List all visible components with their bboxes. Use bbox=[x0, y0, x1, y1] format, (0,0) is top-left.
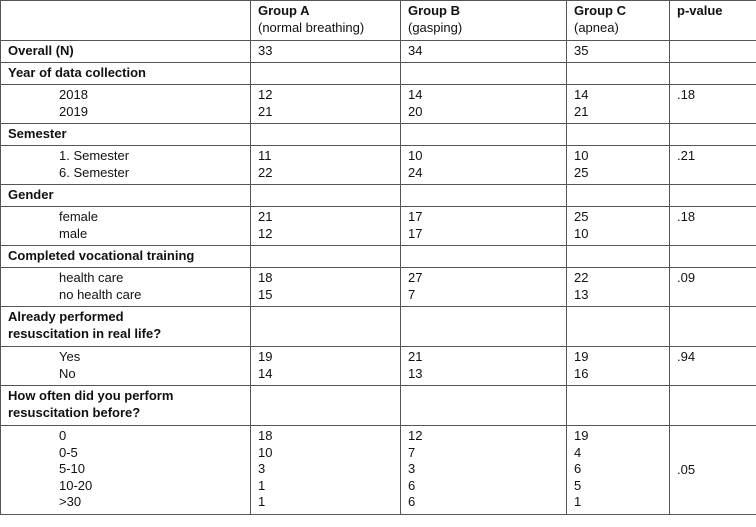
value-group-b-cell bbox=[401, 85, 567, 124]
header-group-a bbox=[251, 1, 401, 41]
row-label: 5-10 bbox=[59, 461, 86, 476]
overall-row bbox=[1, 41, 756, 63]
section-data-row bbox=[1, 268, 756, 307]
empty-cell bbox=[251, 307, 401, 347]
section-label bbox=[1, 246, 251, 268]
row-label: No bbox=[59, 365, 76, 381]
row-label: 1. Semester bbox=[59, 148, 130, 163]
empty-cell bbox=[251, 386, 401, 426]
value-group-b: 14 bbox=[408, 87, 423, 102]
empty-cell bbox=[567, 185, 670, 207]
section-data-row bbox=[1, 85, 756, 124]
section-data-row bbox=[1, 146, 756, 185]
value-group-c: 14 bbox=[574, 87, 589, 102]
section-header-row bbox=[1, 246, 756, 268]
value-group-b: 20 bbox=[408, 103, 423, 119]
value-group-b-cell bbox=[401, 268, 567, 307]
value-group-b-cell bbox=[401, 207, 567, 246]
value-group-c: 21 bbox=[574, 103, 589, 119]
header-row bbox=[1, 1, 756, 41]
value-group-b: 6 bbox=[408, 494, 416, 509]
section-data-row bbox=[1, 426, 756, 515]
p-value-cell bbox=[670, 85, 756, 124]
table-body bbox=[1, 1, 756, 515]
empty-cell bbox=[670, 63, 756, 85]
empty-cell bbox=[567, 124, 670, 146]
value-group-c-cell bbox=[567, 146, 670, 185]
value-group-c-cell bbox=[567, 426, 670, 515]
value-group-a: 11 bbox=[258, 148, 272, 163]
value-group-a: 3 bbox=[258, 461, 266, 476]
value-group-c: 19 bbox=[574, 428, 589, 443]
value-group-c-cell bbox=[567, 207, 670, 246]
group-b-title: Group B bbox=[408, 3, 460, 18]
value-group-a-cell bbox=[251, 347, 401, 386]
row-label: 2019 bbox=[59, 103, 88, 119]
p-value-cell bbox=[670, 426, 756, 515]
empty-cell bbox=[401, 386, 567, 426]
value-group-c-cell bbox=[567, 347, 670, 386]
p-value-cell bbox=[670, 207, 756, 246]
empty-cell bbox=[251, 246, 401, 268]
value-group-a-cell bbox=[251, 85, 401, 124]
section-data-row bbox=[1, 207, 756, 246]
value-group-c: 13 bbox=[574, 286, 589, 302]
row-label: Yes bbox=[59, 349, 81, 364]
row-label: female bbox=[59, 209, 99, 224]
section-label-line: Gender bbox=[8, 187, 54, 202]
row-label: 10-20 bbox=[59, 477, 93, 493]
p-value: .94 bbox=[677, 349, 696, 364]
row-label-cell bbox=[1, 347, 251, 386]
section-label-line: Already performed bbox=[8, 309, 124, 324]
value-group-a: 19 bbox=[258, 349, 273, 364]
empty-cell bbox=[401, 124, 567, 146]
p-value: .09 bbox=[677, 270, 696, 285]
section-data-row bbox=[1, 347, 756, 386]
section-header-row bbox=[1, 124, 756, 146]
value-group-c: 6 bbox=[574, 461, 582, 476]
p-value: .18 bbox=[677, 87, 696, 102]
row-label-cell bbox=[1, 85, 251, 124]
value-group-a: 18 bbox=[258, 428, 273, 443]
value-group-b: 21 bbox=[408, 349, 423, 364]
row-label-cell bbox=[1, 207, 251, 246]
p-value-cell bbox=[670, 146, 756, 185]
empty-cell bbox=[401, 63, 567, 85]
header-group-b bbox=[401, 1, 567, 41]
empty-cell bbox=[251, 185, 401, 207]
section-label bbox=[1, 63, 251, 85]
value-group-a: 21 bbox=[258, 103, 273, 119]
empty-cell bbox=[670, 246, 756, 268]
value-group-a: 15 bbox=[258, 286, 273, 302]
value-group-a: 12 bbox=[258, 87, 273, 102]
overall-c: 35 bbox=[567, 41, 670, 63]
empty-cell bbox=[670, 307, 756, 347]
row-label: 0-5 bbox=[59, 444, 78, 460]
value-group-c: 4 bbox=[574, 444, 582, 460]
value-group-a-cell bbox=[251, 207, 401, 246]
value-group-b-cell bbox=[401, 146, 567, 185]
row-label: 2018 bbox=[59, 87, 88, 102]
value-group-c-cell bbox=[567, 85, 670, 124]
overall-p bbox=[670, 41, 756, 63]
section-header-row bbox=[1, 386, 756, 426]
section-header-row bbox=[1, 307, 756, 347]
row-label-cell bbox=[1, 426, 251, 515]
value-group-b: 7 bbox=[408, 444, 416, 460]
value-group-b: 10 bbox=[408, 148, 423, 163]
p-value: .18 bbox=[677, 209, 696, 224]
value-group-b: 6 bbox=[408, 477, 416, 493]
value-group-b: 27 bbox=[408, 270, 423, 285]
value-group-b-cell bbox=[401, 347, 567, 386]
row-label-cell bbox=[1, 146, 251, 185]
empty-cell bbox=[567, 307, 670, 347]
value-group-a: 22 bbox=[258, 164, 273, 180]
value-group-c: 1 bbox=[574, 494, 582, 509]
row-label: health care bbox=[59, 270, 124, 285]
value-group-a-cell bbox=[251, 426, 401, 515]
group-a-title: Group A bbox=[258, 3, 310, 18]
value-group-b-cell bbox=[401, 426, 567, 515]
value-group-a: 12 bbox=[258, 225, 273, 241]
header-empty-cell bbox=[1, 1, 251, 41]
value-group-a: 10 bbox=[258, 444, 273, 460]
empty-cell bbox=[670, 124, 756, 146]
row-label: >30 bbox=[59, 494, 82, 509]
p-value-cell bbox=[670, 347, 756, 386]
row-label: 0 bbox=[59, 428, 67, 443]
value-group-c: 25 bbox=[574, 209, 589, 224]
value-group-b: 24 bbox=[408, 164, 423, 180]
p-value: .05 bbox=[677, 461, 696, 477]
section-header-row bbox=[1, 185, 756, 207]
value-group-b: 7 bbox=[408, 286, 416, 302]
empty-cell bbox=[670, 185, 756, 207]
section-label bbox=[1, 185, 251, 207]
value-group-a: 1 bbox=[258, 477, 266, 493]
group-c-title: Group C bbox=[574, 3, 626, 18]
row-label: male bbox=[59, 225, 88, 241]
value-group-c: 16 bbox=[574, 365, 589, 381]
value-group-c: 19 bbox=[574, 349, 589, 364]
value-group-c: 22 bbox=[574, 270, 589, 285]
value-group-c-cell bbox=[567, 268, 670, 307]
empty-cell bbox=[251, 124, 401, 146]
overall-b: 34 bbox=[401, 41, 567, 63]
value-group-a: 1 bbox=[258, 494, 266, 509]
header-p-value: p-value bbox=[670, 1, 756, 41]
row-label: no health care bbox=[59, 286, 142, 302]
overall-a: 33 bbox=[251, 41, 401, 63]
section-label-line: Year of data collection bbox=[8, 65, 146, 80]
section-label bbox=[1, 307, 251, 347]
empty-cell bbox=[401, 307, 567, 347]
section-label-line: resuscitation in real life? bbox=[8, 325, 162, 341]
empty-cell bbox=[401, 185, 567, 207]
header-group-c bbox=[567, 1, 670, 41]
empty-cell bbox=[251, 63, 401, 85]
value-group-b: 17 bbox=[408, 225, 423, 241]
row-label: 6. Semester bbox=[59, 164, 130, 180]
group-a-subtitle: (normal breathing) bbox=[258, 19, 365, 35]
empty-cell bbox=[670, 386, 756, 426]
value-group-b: 12 bbox=[408, 428, 423, 443]
empty-cell bbox=[567, 246, 670, 268]
section-header-row bbox=[1, 63, 756, 85]
value-group-c: 10 bbox=[574, 148, 589, 163]
value-group-b: 13 bbox=[408, 365, 423, 381]
section-label bbox=[1, 386, 251, 426]
row-label-cell bbox=[1, 268, 251, 307]
group-c-subtitle: (apnea) bbox=[574, 19, 619, 35]
value-group-a: 14 bbox=[258, 365, 273, 381]
value-group-b: 17 bbox=[408, 209, 423, 224]
p-value: .21 bbox=[677, 148, 696, 163]
empty-cell bbox=[567, 63, 670, 85]
value-group-c: 25 bbox=[574, 164, 589, 180]
section-label-line: Completed vocational training bbox=[8, 248, 195, 263]
value-group-a-cell bbox=[251, 146, 401, 185]
value-group-c: 10 bbox=[574, 225, 589, 241]
section-label-line: Semester bbox=[8, 126, 67, 141]
overall-label: Overall (N) bbox=[1, 41, 251, 63]
empty-cell bbox=[401, 246, 567, 268]
value-group-a-cell bbox=[251, 268, 401, 307]
p-value-cell bbox=[670, 268, 756, 307]
section-label-line: resuscitation before? bbox=[8, 404, 141, 420]
section-label-line: How often did you perform bbox=[8, 388, 174, 403]
value-group-a: 18 bbox=[258, 270, 273, 285]
value-group-b: 3 bbox=[408, 461, 416, 476]
empty-cell bbox=[567, 386, 670, 426]
value-group-a: 21 bbox=[258, 209, 273, 224]
group-b-subtitle: (gasping) bbox=[408, 19, 463, 35]
value-group-c: 5 bbox=[574, 477, 582, 493]
section-label bbox=[1, 124, 251, 146]
